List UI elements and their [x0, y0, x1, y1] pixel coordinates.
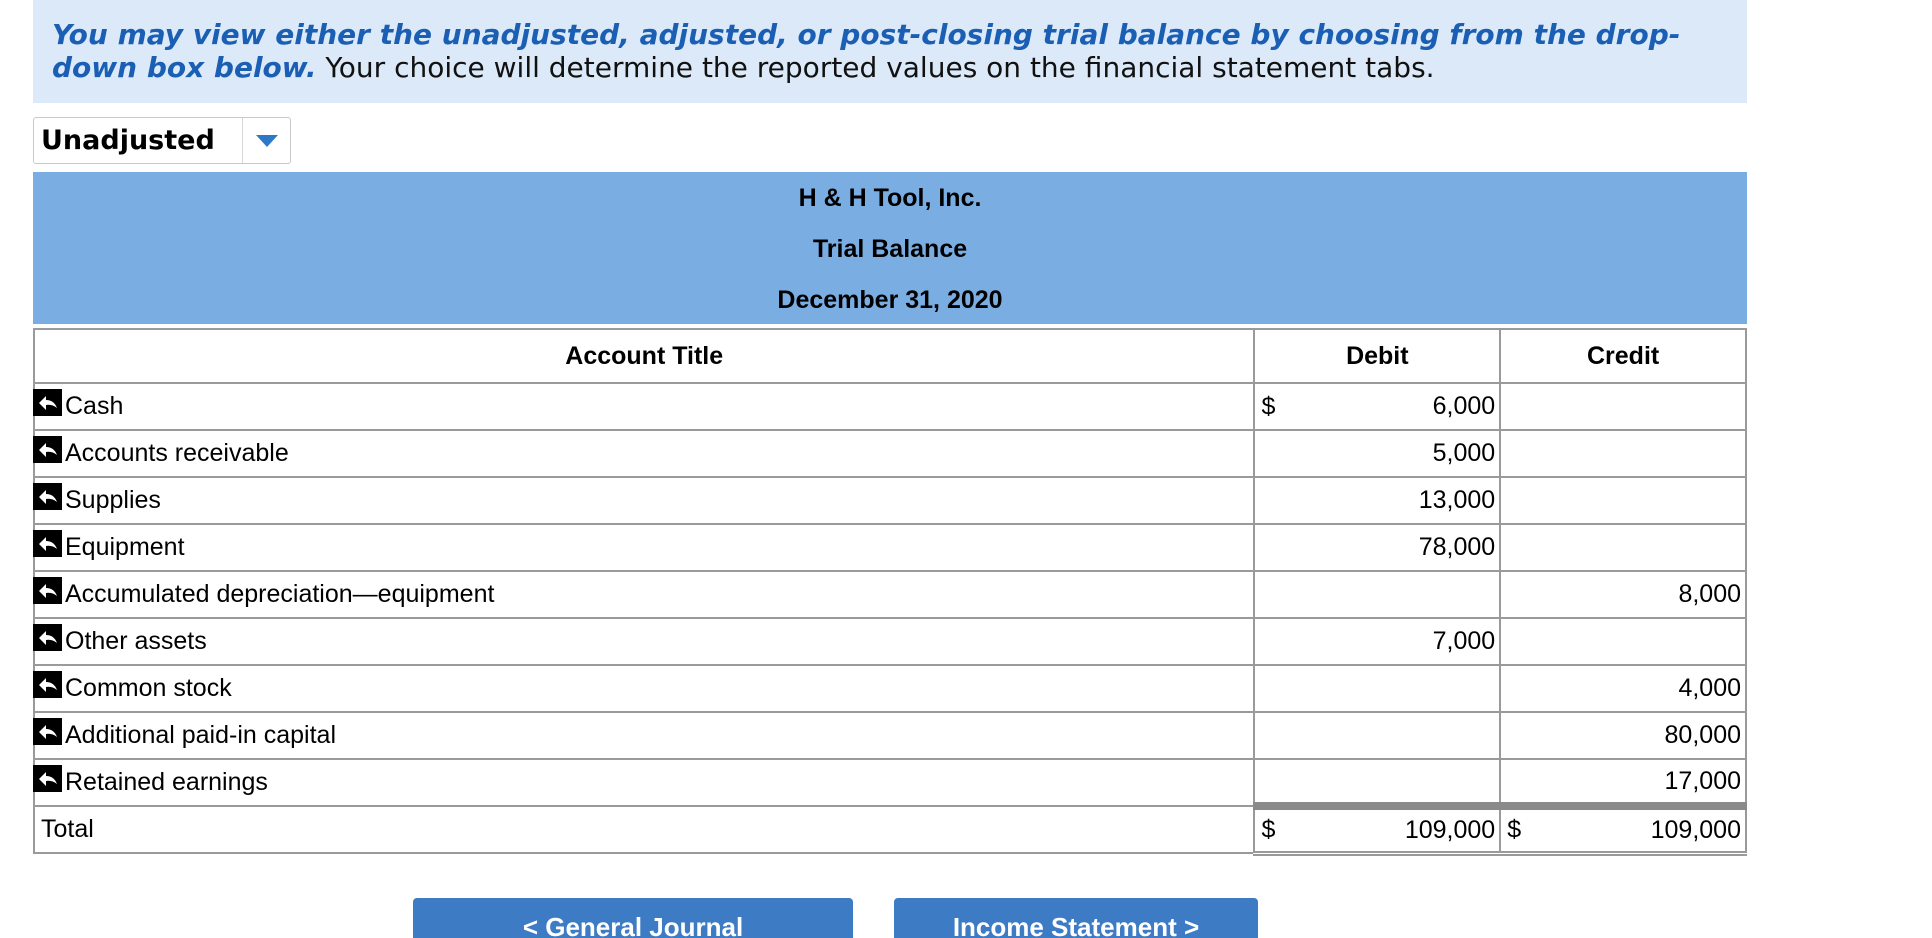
- debit-value: 6,000: [1432, 392, 1496, 420]
- debit-value: 5,000: [1432, 439, 1496, 467]
- instructions-emphasis: You may view either the unadjusted, adjusted, or post-closing trial balance by choosing from the drop-down box below.: [52, 18, 1681, 84]
- table-row: [34, 618, 1746, 665]
- debit-total-cell: [1254, 806, 1500, 853]
- debit-cell: [1254, 618, 1500, 665]
- account-cell: [34, 759, 1254, 806]
- undo-arrow-icon[interactable]: [33, 436, 62, 463]
- credit-cell: [1500, 477, 1746, 524]
- account-name: Other assets: [65, 627, 207, 655]
- table-row: [34, 524, 1746, 571]
- table-row: [34, 759, 1746, 806]
- table-row: [34, 571, 1746, 618]
- debit-total-value: 109,000: [1404, 815, 1496, 844]
- debit-value: 13,000: [1418, 486, 1496, 514]
- debit-cell: [1254, 430, 1500, 477]
- account-cell: [34, 524, 1254, 571]
- account-name: Accounts receivable: [65, 439, 289, 467]
- table-row: [34, 477, 1746, 524]
- account-name: Accumulated depreciation—equipment: [65, 580, 495, 608]
- instructions-panel: [33, 0, 1747, 103]
- credit-cell: [1500, 665, 1746, 712]
- account-name: Common stock: [65, 674, 232, 702]
- undo-arrow-icon[interactable]: [33, 624, 62, 651]
- account-cell: [34, 571, 1254, 618]
- account-title-header: Account Title: [34, 329, 1254, 383]
- account-name: Additional paid-in capital: [65, 721, 337, 749]
- undo-arrow-icon[interactable]: [33, 718, 62, 745]
- next-tab-button[interactable]: Income Statement >: [894, 898, 1258, 938]
- chevron-down-icon: [243, 135, 290, 147]
- credit-cell: [1500, 383, 1746, 430]
- credit-value: 8,000: [1678, 580, 1741, 608]
- debit-cell: [1254, 383, 1500, 430]
- account-cell: [34, 383, 1254, 430]
- account-cell: [34, 430, 1254, 477]
- debit-total-currency: $: [1261, 815, 1276, 844]
- debit-cell: [1254, 665, 1500, 712]
- credit-total-cell: [1500, 806, 1746, 853]
- table-row: [34, 430, 1746, 477]
- account-cell: [34, 618, 1254, 665]
- balance-type-select[interactable]: [33, 117, 291, 164]
- instructions-text: Your choice will determine the reported values on the financial statement tabs.: [316, 51, 1435, 84]
- credit-cell: [1500, 759, 1746, 806]
- debit-cell: [1254, 759, 1500, 806]
- account-name: Equipment: [65, 533, 185, 561]
- report-title: Trial Balance: [812, 235, 968, 263]
- table-row: [34, 383, 1746, 430]
- debit-cell: [1254, 477, 1500, 524]
- account-name: Supplies: [65, 486, 161, 514]
- credit-cell: [1500, 571, 1746, 618]
- undo-arrow-icon[interactable]: [33, 671, 62, 698]
- credit-value: 80,000: [1664, 721, 1741, 749]
- trial-balance-table: [33, 328, 1747, 856]
- debit-currency: $: [1261, 392, 1276, 420]
- account-name: Cash: [65, 392, 124, 420]
- account-name: Retained earnings: [65, 768, 268, 796]
- credit-cell: [1500, 618, 1746, 665]
- report-header: [33, 172, 1747, 324]
- credit-value: 17,000: [1664, 766, 1741, 795]
- table-row: [34, 665, 1746, 712]
- credit-cell: [1500, 524, 1746, 571]
- account-cell: [34, 712, 1254, 759]
- total-label: Total: [34, 806, 1254, 853]
- account-cell: [34, 477, 1254, 524]
- debit-value: 7,000: [1432, 627, 1496, 655]
- debit-header: Debit: [1254, 329, 1500, 383]
- table-row: [34, 712, 1746, 759]
- prev-tab-button[interactable]: < General Journal: [413, 898, 853, 938]
- undo-arrow-icon[interactable]: [33, 530, 62, 557]
- undo-arrow-icon[interactable]: [33, 483, 62, 510]
- credit-header: Credit: [1500, 329, 1746, 383]
- debit-value: 78,000: [1418, 533, 1496, 561]
- credit-total-value: 109,000: [1650, 815, 1741, 844]
- account-cell: [34, 665, 1254, 712]
- undo-arrow-icon[interactable]: [33, 389, 62, 416]
- undo-arrow-icon[interactable]: [33, 765, 62, 792]
- undo-arrow-icon[interactable]: [33, 577, 62, 604]
- credit-value: 4,000: [1678, 674, 1741, 702]
- debit-cell: [1254, 712, 1500, 759]
- debit-cell: [1254, 571, 1500, 618]
- credit-cell: [1500, 430, 1746, 477]
- total-row: [34, 806, 1746, 853]
- company-name: H & H Tool, Inc.: [798, 184, 982, 212]
- balance-type-value: Unadjusted: [34, 118, 243, 163]
- credit-total-currency: $: [1507, 815, 1522, 844]
- debit-cell: [1254, 524, 1500, 571]
- report-date: December 31, 2020: [777, 286, 1003, 314]
- credit-cell: [1500, 712, 1746, 759]
